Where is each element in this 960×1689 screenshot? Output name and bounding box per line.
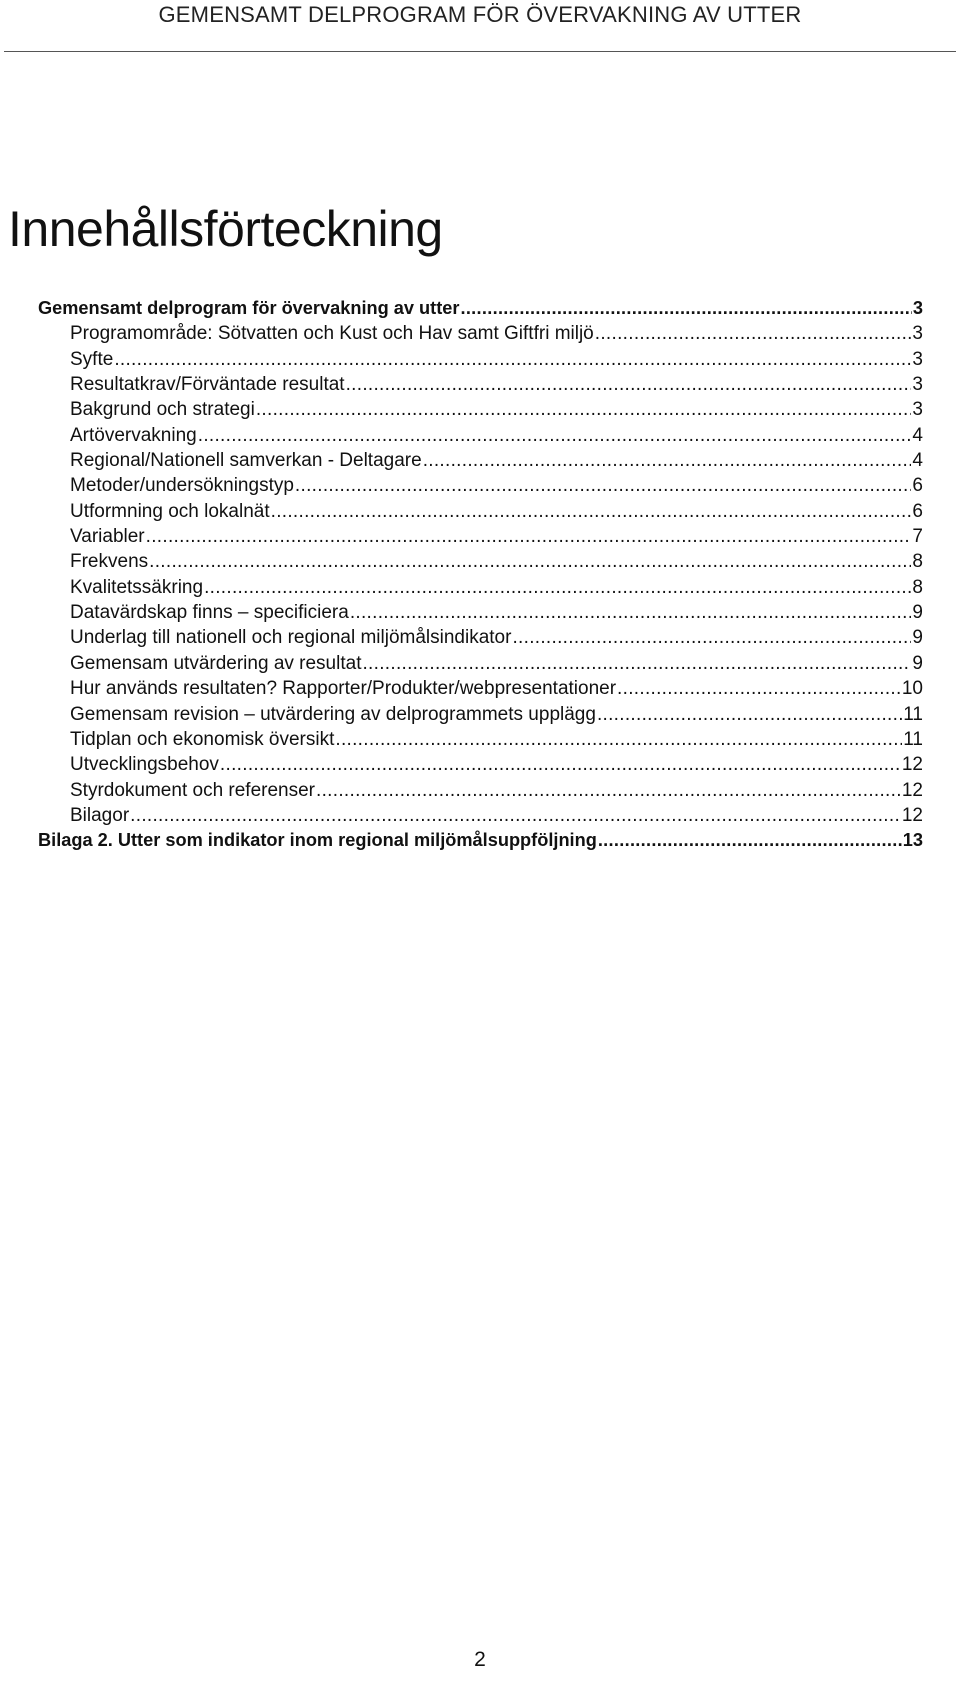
toc-entry[interactable] xyxy=(38,372,923,397)
toc-entry-page: 9 xyxy=(912,627,923,649)
toc-entry-page: 6 xyxy=(912,500,923,522)
toc-entry[interactable] xyxy=(38,524,923,549)
toc-entry[interactable] xyxy=(38,828,923,853)
toc-dot-leader xyxy=(595,321,912,346)
toc-entry-page: 4 xyxy=(912,424,923,446)
toc-entry-title: Variabler xyxy=(70,526,145,548)
toc-entry-title: Bilaga 2. Utter som indikator inom regional miljömålsuppföljning xyxy=(38,830,597,851)
toc-entry-page: 7 xyxy=(912,526,923,548)
page-title: Innehållsförteckning xyxy=(8,201,443,257)
header-divider xyxy=(4,51,956,52)
toc-entry-page: 3 xyxy=(912,323,923,345)
toc-dot-leader xyxy=(295,473,912,498)
toc-entry-title: Resultatkrav/Förväntade resultat xyxy=(70,374,345,396)
toc-entry-page: 3 xyxy=(912,374,923,396)
toc-entry-title: Styrdokument och referenser xyxy=(70,779,316,801)
toc-entry-title: Frekvens xyxy=(70,551,149,573)
toc-entry-title: Artövervakning xyxy=(70,424,197,446)
toc-entry[interactable] xyxy=(38,321,923,346)
toc-dot-leader xyxy=(362,651,911,676)
toc-dot-leader xyxy=(597,702,902,727)
toc-entry[interactable] xyxy=(38,727,923,752)
toc-entry[interactable] xyxy=(38,549,923,574)
toc-entry-page: 3 xyxy=(912,399,923,421)
toc-dot-leader xyxy=(204,575,911,600)
toc-entry[interactable] xyxy=(38,473,923,498)
toc-entry[interactable] xyxy=(38,575,923,600)
toc-dot-leader xyxy=(423,448,912,473)
toc-dot-leader xyxy=(256,397,912,422)
toc-entry-page: 6 xyxy=(912,475,923,497)
toc-entry-title: Gemensam utvärdering av resultat xyxy=(70,652,362,674)
toc-entry-title: Utvecklingsbehov xyxy=(70,754,219,776)
table-of-contents xyxy=(38,296,923,854)
toc-dot-leader xyxy=(598,828,902,853)
toc-dot-leader xyxy=(350,600,912,625)
toc-dot-leader xyxy=(146,524,912,549)
toc-entry-title: Programområde: Sötvatten och Kust och Hav samt Giftfri miljö xyxy=(70,323,594,345)
toc-dot-leader xyxy=(346,372,912,397)
toc-entry[interactable] xyxy=(38,778,923,803)
toc-entry-title: Bakgrund och strategi xyxy=(70,399,255,421)
toc-dot-leader xyxy=(114,347,911,372)
toc-entry-title: Kvalitetssäkring xyxy=(70,576,204,598)
toc-entry-page: 10 xyxy=(901,678,923,700)
toc-entry-page: 9 xyxy=(912,602,923,624)
toc-entry[interactable] xyxy=(38,347,923,372)
toc-entry-title: Tidplan och ekonomisk översikt xyxy=(70,728,335,750)
toc-entry[interactable] xyxy=(38,676,923,701)
toc-dot-leader xyxy=(220,752,901,777)
toc-entry-title: Bilagor xyxy=(70,804,130,826)
toc-entry[interactable] xyxy=(38,702,923,727)
toc-entry-title: Gemensamt delprogram för övervakning av utter xyxy=(38,298,460,318)
toc-dot-leader xyxy=(460,296,911,321)
toc-entry[interactable] xyxy=(38,296,923,321)
toc-entry[interactable] xyxy=(38,423,923,448)
toc-entry-page: 13 xyxy=(902,830,923,851)
toc-entry[interactable] xyxy=(38,752,923,777)
toc-entry[interactable] xyxy=(38,397,923,422)
toc-dot-leader xyxy=(271,499,912,524)
page-number: 2 xyxy=(474,1648,486,1671)
toc-entry-title: Utformning och lokalnät xyxy=(70,500,270,522)
toc-entry-title: Datavärdskap finns – specificiera xyxy=(70,602,349,624)
toc-dot-leader xyxy=(512,625,911,650)
toc-entry-page: 3 xyxy=(912,298,923,318)
toc-entry-page: 11 xyxy=(903,728,923,750)
toc-entry-page: 8 xyxy=(912,576,923,598)
toc-dot-leader xyxy=(149,549,911,574)
toc-entry-title: Hur används resultaten? Rapporter/Produkter/webpresentationer xyxy=(70,678,617,700)
toc-dot-leader xyxy=(198,423,912,448)
toc-entry-title: Regional/Nationell samverkan - Deltagare xyxy=(70,450,422,472)
toc-entry[interactable] xyxy=(38,651,923,676)
toc-entry-page: 12 xyxy=(901,779,923,801)
toc-entry-page: 9 xyxy=(912,652,923,674)
toc-entry-page: 12 xyxy=(901,804,923,826)
toc-entry[interactable] xyxy=(38,625,923,650)
toc-entry-page: 11 xyxy=(903,703,923,725)
toc-entry[interactable] xyxy=(38,448,923,473)
toc-dot-leader xyxy=(335,727,902,752)
toc-entry-title: Metoder/undersökningstyp xyxy=(70,475,294,497)
toc-entry[interactable] xyxy=(38,600,923,625)
toc-entry-page: 12 xyxy=(901,754,923,776)
toc-entry-title: Syfte xyxy=(70,348,114,370)
toc-entry[interactable] xyxy=(38,803,923,828)
toc-entry-title: Underlag till nationell och regional miljömålsindikator xyxy=(70,627,512,649)
toc-entry-page: 4 xyxy=(912,450,923,472)
toc-dot-leader xyxy=(130,803,901,828)
toc-entry-title: Gemensam revision – utvärdering av delprogrammets upplägg xyxy=(70,703,596,725)
running-header: GEMENSAMT DELPROGRAM FÖR ÖVERVAKNING AV UTTER xyxy=(158,2,802,27)
toc-dot-leader xyxy=(617,676,901,701)
toc-entry[interactable] xyxy=(38,499,923,524)
toc-entry-page: 3 xyxy=(912,348,923,370)
toc-dot-leader xyxy=(316,778,901,803)
toc-entry-page: 8 xyxy=(912,551,923,573)
